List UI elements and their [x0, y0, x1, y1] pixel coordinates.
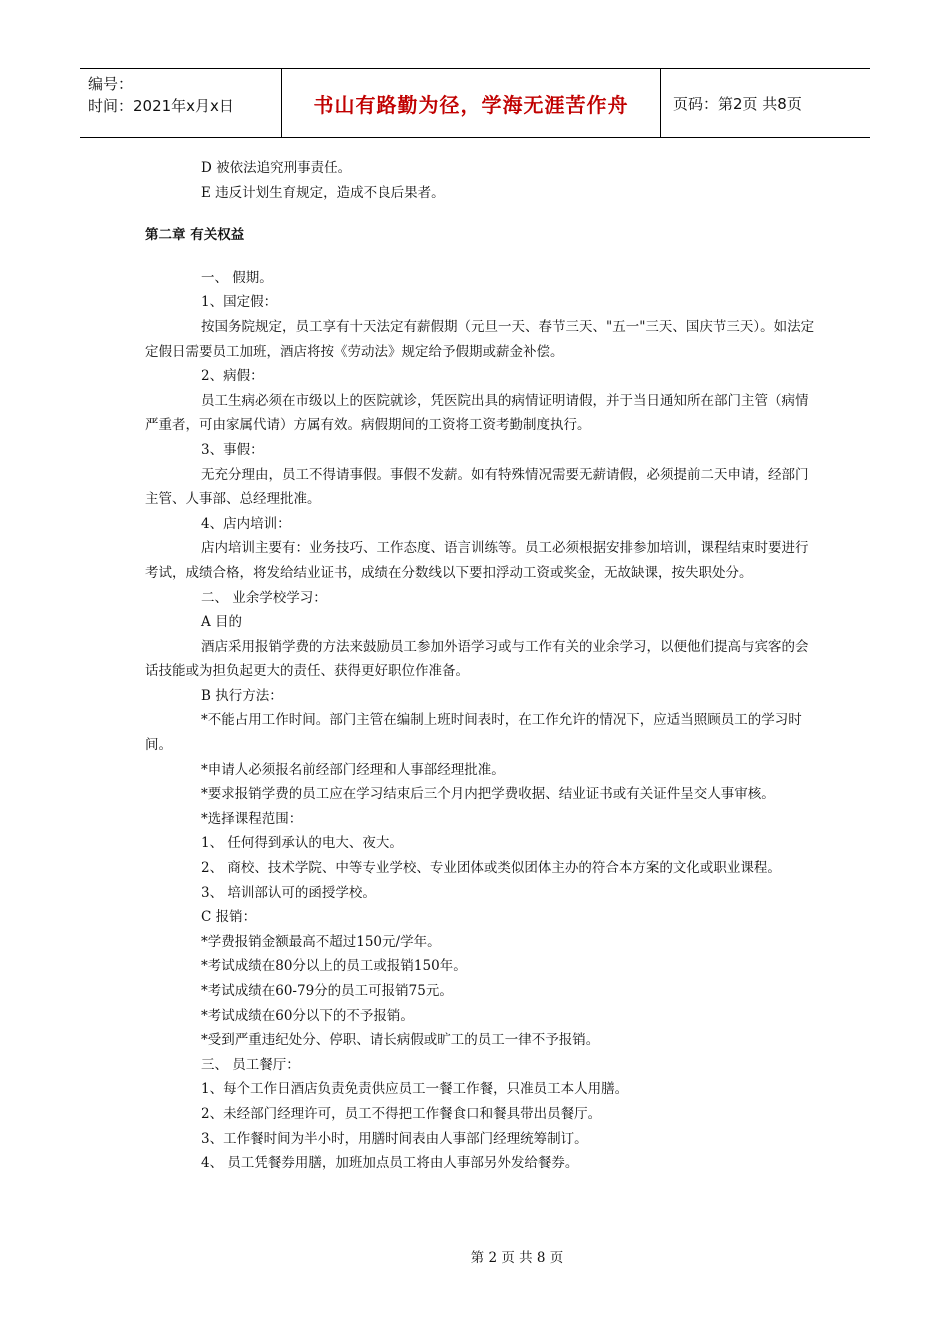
paragraph: 4、店内培训： — [201, 515, 291, 532]
paragraph: 酒店采用报销学费的方法来鼓励员工参加外语学习或与工作有关的业余学习，以便他们提高与宾客的会话技能或为担负起更大的责任、获得更好职位作准备。 — [145, 638, 809, 680]
paragraph: *考试成绩在60-79分的员工可报销75元。 — [201, 983, 453, 999]
paragraph: *要求报销学费的员工应在学习结束后三个月内把学费收据、结业证书或有关证件呈交人事审核。 — [201, 786, 775, 803]
paragraph: 2、 商校、技术学院、中等专业学校、专业团体或类似团体主办的符合本方案的文化或职业课程。 — [201, 860, 781, 877]
paragraph: *不能占用工作时间。部门主管在编制上班时间表时，在工作允许的情况下，应适当照顾员工的学习时间。 — [145, 712, 802, 754]
paragraph: B 执行方法： — [201, 687, 283, 704]
paragraph: 员工生病必须在市级以上的医院就诊，凭医院出具的病情证明请假，并于当日通知所在部门主管（病情严重者，可由家属代请）方属有效。病假期间的工资将工资考勤制度执行。 — [145, 392, 809, 434]
chapter-heading: 第二章 有关权益 — [145, 227, 245, 244]
document-body — [145, 156, 817, 1176]
paragraph: 2、未经部门经理许可，员工不得把工作餐食口和餐具带出员餐厅。 — [201, 1105, 602, 1122]
paragraph: *学费报销金额最高不超过150元/学年。 — [201, 933, 441, 950]
paragraph: 1、每个工作日酒店负责免责供应员工一餐工作餐，只准员工本人用膳。 — [201, 1081, 629, 1098]
paragraph: 一、 假期。 — [201, 269, 273, 286]
document-number-label: 编号： — [88, 75, 134, 93]
header-motto: 书山有路勤为径，学海无涯苦作舟 — [282, 69, 661, 137]
paragraph: D 被依法追究刑事责任。 — [201, 160, 352, 176]
paragraph: C 报销： — [201, 909, 257, 926]
paragraph: *考试成绩在80分以上的员工或报销150年。 — [201, 958, 467, 975]
paragraph: 1、国定假： — [201, 294, 278, 311]
paragraph: 店内培训主要有：业务技巧、工作态度、语言训练等。员工必须根据安排参加培训，课程结束时要进行考试，成绩合格，将发给结业证书，成绩在分数线以下要扣浮动工资或奖金，无故缺课，按失职处分。 — [145, 540, 809, 581]
paragraph: E 违反计划生育规定，造成不良后果者。 — [201, 184, 445, 201]
paragraph: 按国务院规定，员工享有十天法定有薪假期（元旦一天、春节三天、"五一"三天、国庆节三天）。如法定定假日需要员工加班，酒店将按《劳动法》规定给予假期或薪金补偿。 — [145, 318, 815, 360]
header-left-cell — [80, 69, 282, 137]
paragraph: 4、 员工凭餐券用膳，加班加点员工将由人事部另外发给餐券。 — [201, 1155, 579, 1172]
paragraph: 3、工作餐时间为半小时，用膳时间表由人事部门经理统筹制订。 — [201, 1130, 588, 1147]
paragraph: 三、 员工餐厅： — [201, 1056, 300, 1073]
paragraph: 二、 业余学校学习： — [201, 589, 327, 606]
paragraph: 2、病假： — [201, 368, 264, 385]
paragraph: 1、 任何得到承认的电大、夜大。 — [201, 835, 403, 852]
paragraph: *考试成绩在60分以下的不予报销。 — [201, 1007, 414, 1024]
paragraph: 无充分理由，员工不得请事假。事假不发薪。如有特殊情况需要无薪请假，必须提前二天申请，经部门主管、人事部、总经理批准。 — [145, 466, 809, 508]
document-time-label: 时间：2021年x月x日 — [88, 97, 234, 115]
paragraph: *受到严重违纪处分、停职、请长病假或旷工的员工一律不予报销。 — [201, 1032, 600, 1049]
paragraph: *选择课程范围： — [201, 810, 303, 827]
paragraph: A 目的 — [201, 614, 243, 631]
paragraph: *申请人必须报名前经部门经理和人事部经理批准。 — [201, 761, 505, 778]
paragraph: 3、 培训部认可的函授学校。 — [201, 884, 376, 901]
paragraph: 3、事假： — [201, 441, 264, 458]
page-footer: 第 2 页 共 8 页 — [470, 1250, 564, 1266]
page-header — [80, 68, 870, 138]
header-page-label: 页码：第2页 共8页 — [673, 94, 802, 113]
